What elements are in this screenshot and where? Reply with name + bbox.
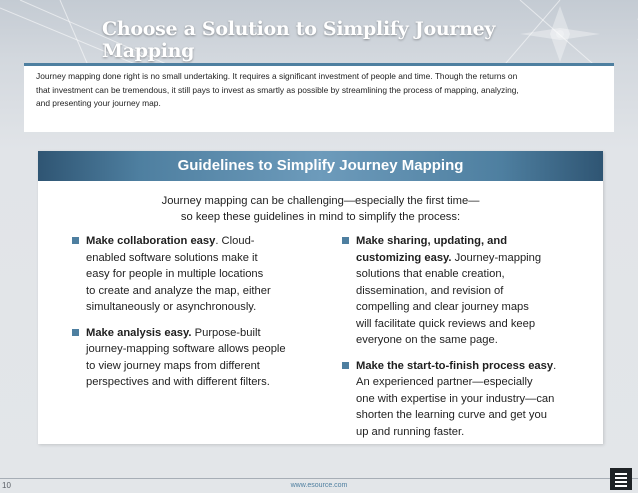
guideline-lead: Make the start-to-finish process easy [356,359,554,372]
square-bullet-icon [72,237,79,244]
guideline-text: An experienced partner—especially [356,376,533,388]
guidelines-subtitle [38,193,603,225]
guideline-text: . [553,359,557,372]
logo-bar [615,485,627,487]
guideline-text: Journey-mapping [451,251,542,264]
guidelines-title: Guidelines to Simplify Journey Mapping [177,157,464,174]
guideline-item [72,325,322,391]
guidelines-right-column [342,233,592,440]
square-bullet-icon [342,237,349,244]
guideline-text: Purpose-built [191,326,261,339]
intro-line: that investment can be tremendous, it still pays to invest as smartly as possible by streamlining the process of mapping, analyzing, [36,84,519,95]
logo-bar [615,481,627,483]
intro-paragraph [36,70,608,111]
guideline-text: journey-mapping software allows people [86,343,286,355]
logo-bar [615,477,627,479]
guideline-text: compelling and clear journey maps [356,301,529,313]
guideline-text: . Cloud- [215,235,255,247]
logo-bar [615,473,627,475]
guideline-text: one with expertise in your industry—can [356,392,555,405]
guideline-item [72,233,322,316]
guideline-lead: Make analysis easy. [86,326,192,339]
guideline-item [342,358,592,441]
guidelines-header [38,151,603,181]
guidelines-left-column [72,233,322,391]
guideline-item [342,233,592,349]
guideline-text: simultaneously or asynchronously. [86,301,257,313]
intro-line: and presenting your journey map. [36,98,161,109]
esource-logo-icon [610,468,632,490]
guideline-lead: Make sharing, updating, and [356,235,508,247]
guideline-text: up and running faster. [356,425,465,438]
footer-divider [0,478,638,479]
square-bullet-icon [72,329,79,336]
guideline-text: enabled software solutions make it [86,251,258,264]
guideline-text: everyone on the same page. [356,334,498,346]
guideline-lead: Make collaboration easy [86,235,216,247]
guideline-text: shorten the learning curve and get you [356,409,547,421]
guideline-text: will facilitate quick reviews and keep [356,317,536,330]
guideline-text: to create and analyze the map, either [86,284,271,297]
page-title: Choose a Solution to Simplify Journey Mapping [102,18,496,62]
guidelines-subtitle-line: Journey mapping can be challenging—especially the first time— [161,195,480,207]
guideline-text: dissemination, and revision of [356,284,504,297]
guideline-text: easy for people in multiple locations [86,268,264,280]
footer-url-link[interactable]: www.esource.com [290,482,348,489]
intro-line: Journey mapping done right is no small undertaking. It requires a significant investment of people and time. Though the returns on [36,71,518,81]
page-number: 10 [2,481,11,490]
guideline-lead: customizing easy. [356,251,452,264]
guideline-text: to view journey maps from different [86,359,260,372]
square-bullet-icon [342,362,349,369]
guideline-text: solutions that enable creation, [356,268,505,280]
guidelines-subtitle-line: so keep these guidelines in mind to simplify the process: [180,211,461,223]
guideline-text: perspectives and with different filters. [86,376,270,388]
